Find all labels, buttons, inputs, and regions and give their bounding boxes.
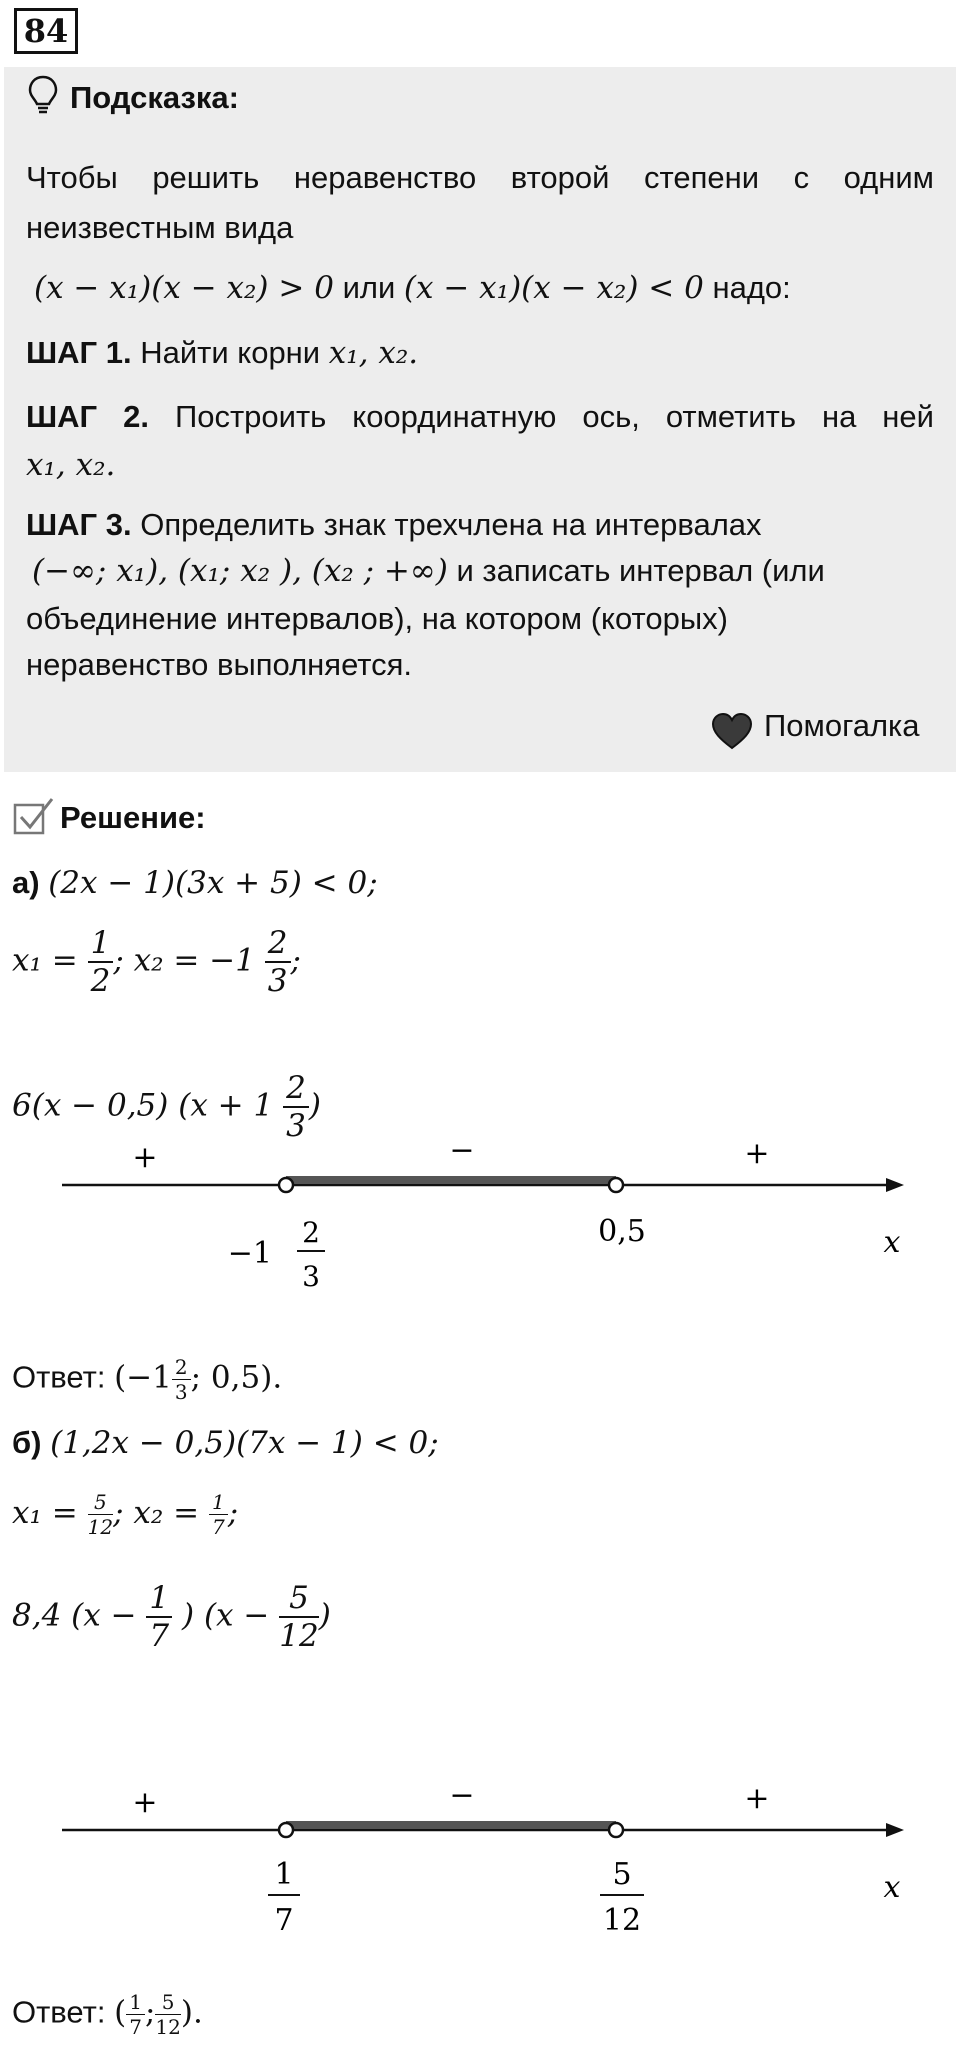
- point-a-left: [279, 1178, 293, 1192]
- step1-label: ШАГ 1.: [26, 335, 132, 370]
- part-a-root1-fraction: [88, 925, 114, 999]
- label-b-right-num: 5: [612, 1857, 632, 1892]
- part-b-inequality-line: [12, 1425, 439, 1461]
- part-b-factored-num1: 1: [146, 1580, 172, 1618]
- point-b-right: [609, 1823, 623, 1837]
- step3-text4: неравенство выполняется.: [26, 647, 413, 682]
- step3-intervals: (−∞; x₁), (x₁; x₂ ), (x₂ ; +∞): [32, 553, 448, 589]
- part-a-answer-num: 2: [172, 1355, 191, 1380]
- point-a-right: [609, 1178, 623, 1192]
- part-b-factored-fraction1: [146, 1580, 172, 1654]
- part-a-root2-den: 3: [267, 963, 288, 999]
- sign-a-2: −: [449, 1133, 475, 1168]
- part-b-factored: [12, 1580, 331, 1654]
- part-a-roots: [12, 925, 301, 999]
- part-b-factored-num2: 5: [279, 1580, 318, 1618]
- part-b-root2-den: 7: [211, 1515, 225, 1539]
- part-b-root1-fraction: [88, 1490, 113, 1539]
- label-a-left-den: 3: [302, 1260, 320, 1293]
- part-b-roots: [12, 1490, 238, 1539]
- part-a-root-end: ;: [290, 942, 301, 979]
- part-a-inequality-line: [12, 865, 378, 901]
- axis-b-var: x: [883, 1870, 901, 1905]
- part-b-answer-sep: ;: [144, 1994, 156, 2031]
- problem-number: 84: [14, 8, 78, 54]
- part-a-root1-den: 2: [90, 963, 111, 999]
- part-a-answer-post: ; 0,5).: [190, 1359, 283, 1396]
- lightbulb-icon: [26, 74, 60, 118]
- part-a-answer-den: 3: [174, 1380, 188, 1404]
- step2-label: ШАГ 2.: [26, 399, 149, 434]
- sign-a-3: +: [744, 1136, 770, 1171]
- step3-text3: объединение интервалов), на котором (которых): [26, 601, 728, 636]
- step2-text: Построить координатную ось, отметить на ней: [174, 399, 934, 434]
- part-b-answer-num1: 1: [126, 1990, 145, 2015]
- part-b-root2-fraction: [209, 1490, 228, 1539]
- label-b-left-num: 1: [274, 1857, 294, 1892]
- heart-icon: [710, 711, 754, 751]
- part-b-root2-num: 1: [209, 1490, 228, 1515]
- part-b-answer-den2: 12: [155, 2015, 181, 2039]
- sign-b-2: −: [449, 1778, 475, 1813]
- number-line-a: [0, 1120, 960, 1320]
- part-b-answer-den1: 7: [129, 2015, 142, 2039]
- part-a-root2-num: 2: [265, 925, 291, 963]
- hint-step2: [26, 394, 934, 440]
- hint-formula: [34, 265, 791, 311]
- part-b-factored-den2: 12: [279, 1618, 319, 1654]
- part-b-root1-num: 5: [88, 1490, 113, 1515]
- step2-math: x₁, x₂.: [26, 447, 116, 483]
- axis-a-arrow: [886, 1178, 904, 1192]
- part-b-root1-den: 12: [87, 1515, 114, 1539]
- step1-math: x₁, x₂.: [328, 335, 419, 371]
- sign-a-1: +: [132, 1140, 158, 1175]
- part-a-root2-lhs: ; x₂ = −1: [113, 942, 255, 979]
- sign-b-1: +: [132, 1785, 158, 1820]
- part-a-factored-end: ): [308, 1087, 321, 1124]
- hint-step3: [26, 502, 762, 548]
- part-b-factored-fraction2: [279, 1580, 318, 1654]
- step3-label: ШАГ 3.: [26, 507, 132, 542]
- brand-label: Помогалка: [764, 708, 920, 743]
- axis-a-var: x: [883, 1225, 901, 1260]
- number-line-b: [0, 1765, 960, 1965]
- hint-step1: [26, 330, 418, 376]
- formula-greater: (x − x₁)(x − x₂) > 0: [34, 270, 334, 306]
- part-b-root-end: ;: [227, 1495, 239, 1531]
- part-b-answer: [12, 1990, 203, 2039]
- label-b-right-den: 12: [602, 1903, 642, 1938]
- axis-b-arrow: [886, 1823, 904, 1837]
- part-b-root2-lhs: ; x₂ =: [113, 1495, 200, 1531]
- label-b-left-den: 7: [274, 1903, 294, 1938]
- part-b-root1-lhs: x₁ =: [12, 1495, 78, 1531]
- checkbox-icon: [12, 795, 56, 839]
- hint-step3-line2: [32, 548, 825, 594]
- label-a-left: −1: [227, 1236, 272, 1271]
- solution-title: Решение:: [60, 800, 206, 835]
- part-a-answer-pre: (−1: [114, 1359, 172, 1396]
- part-b-answer-num2: 5: [155, 1990, 180, 2015]
- part-a-factored-pre: 6(x − 0,5) (x + 1: [12, 1087, 274, 1124]
- part-b-inequality: (1,2x − 0,5)(7x − 1) < 0;: [50, 1425, 439, 1461]
- point-b-left: [279, 1823, 293, 1837]
- part-b-factored-den1: 7: [149, 1618, 170, 1654]
- formula-tail: надо:: [712, 270, 791, 305]
- part-a-answer-fraction: [172, 1355, 191, 1404]
- formula-or: или: [342, 270, 396, 305]
- part-b-answer-post: ).: [180, 1994, 203, 2031]
- part-b-answer-fraction2: [155, 1990, 180, 2039]
- hint-intro-line1: Чтобы решить неравенство второй степени с одним: [26, 160, 934, 195]
- part-a-inequality: (2x − 1)(3x + 5) < 0;: [48, 865, 378, 901]
- hint-intro-line2: неизвестным вида: [26, 210, 294, 245]
- part-b-factored-mid: ) (x −: [182, 1597, 270, 1634]
- part-a-label: а): [12, 865, 40, 900]
- label-a-right: 0,5: [598, 1214, 646, 1249]
- part-b-factored-end: ): [318, 1597, 331, 1634]
- part-a-root1-lhs: x₁ =: [12, 942, 78, 979]
- part-b-factored-pre: 8,4 (x −: [12, 1597, 137, 1634]
- hint-title: Подсказка:: [70, 80, 239, 115]
- sign-b-3: +: [744, 1781, 770, 1816]
- part-a-root1-num: 1: [88, 925, 114, 963]
- part-a-factored-num: 2: [283, 1070, 309, 1108]
- part-a-answer: [12, 1355, 282, 1404]
- part-b-answer-pre: (: [114, 1994, 127, 2031]
- formula-less: (x − x₁)(x − x₂) < 0: [403, 270, 704, 306]
- part-a-factored-den: 3: [286, 1108, 306, 1144]
- part-a-answer-label: Ответ:: [12, 1359, 106, 1395]
- part-b-answer-label: Ответ:: [12, 1994, 106, 2030]
- part-b-answer-fraction1: [126, 1990, 145, 2039]
- step3-text2: и записать интервал (или: [456, 553, 825, 588]
- step3-text: Определить знак трехчлена на интервалах: [140, 507, 762, 542]
- step1-text: Найти корни: [140, 335, 321, 370]
- part-a-root2-fraction: [265, 925, 291, 999]
- label-a-left-num: 2: [302, 1216, 320, 1249]
- part-b-label: б): [12, 1425, 42, 1460]
